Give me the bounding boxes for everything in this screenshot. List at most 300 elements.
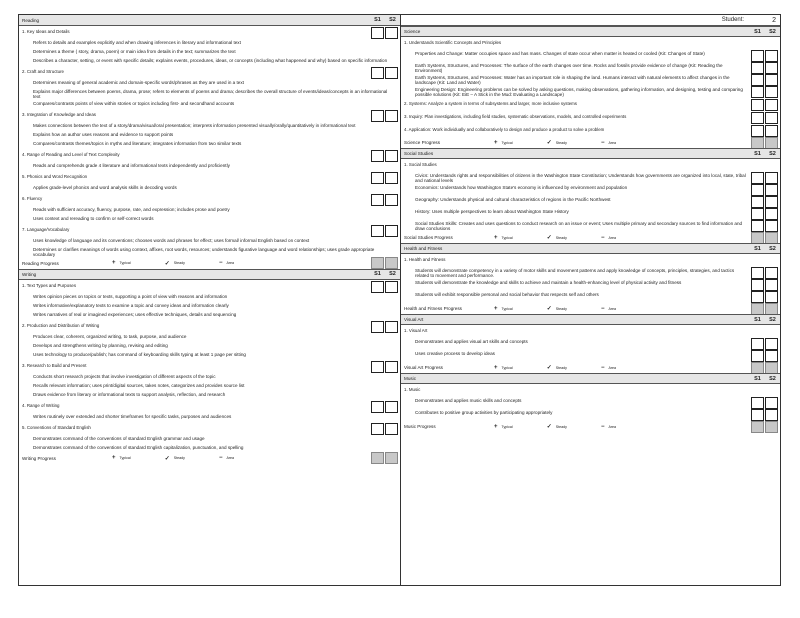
s1-column-header: S1 <box>374 17 381 23</box>
standard-item <box>19 311 400 320</box>
standard-group <box>401 384 780 397</box>
s2-grade-box[interactable] <box>765 125 778 137</box>
s1-grade-box[interactable] <box>751 62 764 74</box>
s1-grade-box[interactable] <box>371 452 384 464</box>
progress-symbol-minus: − <box>600 364 605 371</box>
grade-boxes <box>751 50 778 62</box>
grade-boxes <box>751 421 778 433</box>
grade-boxes <box>371 257 398 269</box>
progress-symbol-plus: + <box>494 364 498 371</box>
section-title: Health and Fitness <box>404 246 443 251</box>
progress-label: Writing Progress <box>22 455 56 461</box>
progress-symbol-check: ✓ <box>164 455 170 462</box>
s1-grade-box[interactable] <box>751 338 764 350</box>
progress-symbol-minus: − <box>600 423 605 430</box>
s1-grade-box[interactable] <box>751 220 764 232</box>
standard-item <box>401 338 780 350</box>
standard-item <box>401 86 780 98</box>
progress-key-minus <box>601 306 616 312</box>
s1-grade-box[interactable] <box>751 397 764 409</box>
progress-key-minus <box>601 235 616 241</box>
s1-grade-box[interactable] <box>751 99 764 111</box>
progress-symbol-plus: + <box>494 139 498 146</box>
standard-item <box>19 48 400 57</box>
progress-key-label: Area <box>608 235 617 240</box>
standard-group-title: 1. Understands Scientific Concepts and Principles <box>404 40 502 45</box>
standard-item-text: Civics: Understands rights and responsibilities of citizens in the Washington State Constitution; Understands how governments are organized into local, state, tribal and national levels <box>415 173 746 184</box>
standard-item <box>19 206 400 215</box>
grade-boxes <box>751 303 778 315</box>
s1-grade-box[interactable] <box>751 196 764 208</box>
s1-grade-box[interactable] <box>751 291 764 303</box>
s1-grade-box[interactable] <box>371 281 384 293</box>
standard-group-title: 4. Application: Work individually and collaboratively to design and produce a product to solve a problem <box>404 127 605 132</box>
s1-grade-box[interactable] <box>751 125 764 137</box>
standard-item-text: Geography: Understands physical and cultural characteristics of regions in the Pacific Northwest <box>415 197 611 202</box>
s2-grade-box[interactable] <box>385 452 398 464</box>
standard-item-text: Conducts short research projects that involve investigation of different aspects of the topic <box>33 373 216 379</box>
s1-grade-box[interactable] <box>371 150 384 162</box>
grade-boxes <box>371 281 398 293</box>
progress-key-label: Steady <box>555 424 567 429</box>
standard-item-text: Produces clear, coherent, organized writing, to task, purpose, and audience <box>33 333 187 339</box>
standard-item-text: Economics: Understands how Washington State's economy is influenced by environment and population <box>415 185 628 190</box>
grade-boxes <box>751 172 778 184</box>
progress-key-check <box>165 455 185 462</box>
standard-item <box>19 100 400 109</box>
standard-group <box>19 171 400 184</box>
progress-key-label: Area <box>226 456 235 461</box>
s2-grade-box[interactable] <box>385 110 398 122</box>
s2-grade-box[interactable] <box>765 350 778 362</box>
standard-group-title: 1. Key Ideas and Details <box>22 29 70 34</box>
standard-item-text: Draws evidence from literary or informational texts to support analysis, reflection, and research <box>33 391 226 397</box>
standard-item-text: Determines or clarifies meanings of words using context, affixes, root words, resources; understands figurative language and word relationships; uses grade appropriate vocabulary <box>33 246 375 258</box>
section-title: Music <box>404 376 416 381</box>
standard-group-title: 3. Research to Build and Present <box>22 362 87 368</box>
student-header <box>401 15 780 26</box>
standard-item-text: Explains major differences between poems, drama, prose; refers to elements of poems and drama; describes the overall structure of events/ideas/concepts in an informational text <box>33 89 388 100</box>
progress-key-label: Typical <box>501 306 513 311</box>
s1-grade-box[interactable] <box>371 225 384 237</box>
s2-column-header: S2 <box>389 17 396 23</box>
s1-grade-box[interactable] <box>371 172 384 184</box>
s2-grade-box[interactable] <box>765 397 778 409</box>
progress-key-label: Typical <box>501 140 513 145</box>
standard-item <box>19 39 400 48</box>
grade-boxes <box>751 291 778 303</box>
s2-grade-box[interactable] <box>765 409 778 421</box>
standard-item-text: Recalls relevant information; uses print/digital sources, takes notes, categorizes and provides source list <box>33 382 245 388</box>
standard-item <box>401 62 780 74</box>
standard-group <box>19 149 400 162</box>
section-header <box>401 243 780 254</box>
progress-key-label: Area <box>226 261 235 266</box>
s2-grade-box[interactable] <box>765 232 778 244</box>
s1-grade-box[interactable] <box>371 321 384 333</box>
standard-item <box>401 267 780 279</box>
grade-boxes <box>751 125 778 137</box>
progress-label: Health and Fitness Progress <box>404 306 462 311</box>
s2-grade-box[interactable] <box>765 196 778 208</box>
s2-grade-box[interactable] <box>385 225 398 237</box>
standard-item <box>19 140 400 149</box>
standard-group-title: 2. Production and Distribution of Writing <box>22 322 100 328</box>
standard-item <box>19 122 400 131</box>
standard-item-text: Uses context and rereading to confirm or self-correct words <box>33 215 154 221</box>
s2-grade-box[interactable] <box>765 50 778 62</box>
standard-item <box>19 435 400 444</box>
standard-item-text: Uses technology to produce/publish; has command of keyboarding skills typing at least 1 page per sitting <box>33 351 246 357</box>
progress-key-minus <box>601 424 616 430</box>
standard-item <box>19 333 400 342</box>
s2-grade-box[interactable] <box>385 281 398 293</box>
standard-item <box>19 351 400 360</box>
s2-grade-box[interactable] <box>765 267 778 279</box>
progress-key-check <box>547 139 567 146</box>
progress-key-label: Typical <box>501 365 513 370</box>
standard-group-title: 7. Language/Vocabulary <box>22 226 70 232</box>
standard-group <box>19 224 400 237</box>
standard-item <box>19 184 400 193</box>
grade-boxes <box>371 401 398 413</box>
s2-grade-box[interactable] <box>385 401 398 413</box>
s2-grade-box[interactable] <box>385 172 398 184</box>
s1-grade-box[interactable] <box>751 303 764 315</box>
visual-art-section <box>401 314 780 373</box>
standard-item-text: Determines a theme ( story, drama, poem) or main idea from details in the text; summarizes the text <box>33 49 236 54</box>
standard-item-text: Writes opinion pieces on topics or texts, supporting a point of view with reasons and information <box>33 293 228 299</box>
s2-grade-box[interactable] <box>385 150 398 162</box>
s1-column-header: S1 <box>754 245 761 252</box>
standard-item <box>19 302 400 311</box>
left-column <box>19 15 401 585</box>
standard-item <box>19 382 400 391</box>
standard-item <box>19 293 400 302</box>
progress-key-check <box>547 305 567 312</box>
s2-column-header: S2 <box>769 316 776 323</box>
progress-row <box>401 137 780 148</box>
s1-grade-box[interactable] <box>751 267 764 279</box>
progress-row <box>401 421 780 432</box>
standard-item-text: Develops and strengthens writing by planning, revising and editing <box>33 342 168 348</box>
standard-group-title: 5. Phonics and Word Recognition <box>22 173 88 179</box>
standard-group-title: 1. Health and Fitness <box>404 257 446 262</box>
s1-grade-box[interactable] <box>751 350 764 362</box>
s2-grade-box[interactable] <box>765 172 778 184</box>
progress-symbol-plus: + <box>112 260 116 267</box>
section-title: Writing <box>22 271 37 277</box>
music-section <box>401 373 780 432</box>
s1-grade-box[interactable] <box>751 74 764 86</box>
progress-label: Social Studies Progress <box>404 235 453 240</box>
standard-item <box>401 397 780 409</box>
standard-item <box>401 74 780 86</box>
progress-symbol-check: ✓ <box>546 235 552 241</box>
standard-item-text: Writes routinely over extended and shorter timeframes for specific tasks, purposes and audiences <box>33 413 232 419</box>
progress-key-plus <box>494 424 513 430</box>
s1-column-header: S1 <box>754 316 761 323</box>
progress-key-check <box>547 234 567 241</box>
s1-grade-box[interactable] <box>371 257 384 269</box>
standard-item <box>19 391 400 400</box>
standard-item-text: Explains how an author uses reasons and evidence to support points <box>33 131 174 137</box>
standard-item <box>19 79 400 88</box>
grade-boxes <box>751 267 778 279</box>
grade-boxes <box>371 110 398 122</box>
standard-item-text: Uses knowledge of language and its conventions; chooses words and phrases for effect; uses formal/ informal English based on context <box>33 237 310 243</box>
s1-grade-box[interactable] <box>371 423 384 435</box>
standard-item-text: Demonstrates command of the conventions of standard English capitalization, punctuation, and spelling <box>33 444 244 450</box>
progress-symbol-plus: + <box>112 455 116 462</box>
s2-grade-box[interactable] <box>385 67 398 79</box>
student-label: Student: <box>721 17 745 23</box>
progress-label: Music Progress <box>404 424 436 429</box>
standard-group-title: 3. Integration of Knowledge and Ideas <box>22 111 96 117</box>
s2-grade-box[interactable] <box>765 62 778 74</box>
grade-boxes <box>751 338 778 350</box>
s2-grade-box[interactable] <box>765 291 778 303</box>
grade-boxes <box>751 74 778 86</box>
section-title: Social Studies <box>404 151 434 156</box>
progress-row <box>401 362 780 373</box>
grade-boxes <box>751 62 778 74</box>
right-column <box>401 15 780 585</box>
standard-item-text: Compares/contrasts themes/topics in myths and literature; integrates information from two similar texts <box>33 140 242 146</box>
standard-group-title: 1. Text Types and Purposes <box>22 282 77 288</box>
standard-item <box>401 409 780 421</box>
s1-grade-box[interactable] <box>751 208 764 220</box>
s1-column-header: S1 <box>374 271 381 278</box>
standard-item-text: Earth Systems, Structures, and Processes: Water has an important role in shaping the land. Humans interact with natural elements to affect changes in the landscape (Kit: Land and Water) <box>415 75 730 86</box>
progress-key-minus <box>219 260 234 266</box>
progress-key-minus <box>601 365 616 371</box>
s2-grade-box[interactable] <box>385 194 398 206</box>
standard-group <box>19 400 400 413</box>
standard-group-title: 1. Visual Art <box>404 328 428 333</box>
standard-item-text: Properties and Change: Matter occupies space and has mass. Changes of state occur when matter is heated or cooled (Kit: Changes of State) <box>415 51 705 56</box>
s2-column-header: S2 <box>769 28 776 35</box>
standard-item-text: Demonstrates and applies visual art skills and concepts <box>415 339 528 344</box>
standard-item-text: Students will exhibit responsible personal and social behavior that respects self and others <box>415 292 599 297</box>
s1-grade-box[interactable] <box>751 50 764 62</box>
progress-key-label: Steady <box>173 456 185 461</box>
standard-group <box>401 159 780 172</box>
s2-grade-box[interactable] <box>765 362 778 374</box>
standard-group-title: 2. Systems: Analyze a system in terms of subsystems and larger, more inclusive systems <box>404 101 578 106</box>
standard-item <box>19 373 400 382</box>
progress-key-check <box>547 423 567 430</box>
standard-item-text: Writes informative/explanatory texts to examine a topic and convey ideas and information clearly <box>33 302 229 308</box>
s2-grade-box[interactable] <box>765 86 778 98</box>
s2-grade-box[interactable] <box>765 74 778 86</box>
standard-group <box>19 26 400 39</box>
standard-item <box>19 246 400 258</box>
progress-row <box>401 232 780 243</box>
standard-item <box>401 350 780 362</box>
s1-grade-box[interactable] <box>371 361 384 373</box>
s1-grade-box[interactable] <box>751 421 764 433</box>
standard-group <box>401 254 780 267</box>
section-header <box>19 15 400 26</box>
s1-grade-box[interactable] <box>371 194 384 206</box>
s2-grade-box[interactable] <box>765 184 778 196</box>
s1-grade-box[interactable] <box>371 401 384 413</box>
s1-grade-box[interactable] <box>751 137 764 149</box>
standard-item <box>401 184 780 196</box>
grade-boxes <box>751 362 778 374</box>
grade-boxes <box>371 67 398 79</box>
progress-symbol-check: ✓ <box>164 260 170 267</box>
progress-key-label: Steady <box>555 365 567 370</box>
s2-grade-box[interactable] <box>765 279 778 291</box>
standard-item-text: Describes a character, setting, or event with specific details; explains events, procedures, ideas, or concepts (including what happened and why) based on specific information <box>33 58 388 63</box>
grade-boxes <box>371 194 398 206</box>
s1-column-header: S1 <box>754 150 761 157</box>
standard-group <box>19 109 400 122</box>
s2-grade-box[interactable] <box>385 27 398 39</box>
standard-item <box>19 444 400 453</box>
s2-grade-box[interactable] <box>765 112 778 124</box>
standard-item-text: Writes narratives of real or imagined experiences; uses effective techniques, details and sequencing <box>33 311 237 317</box>
standard-group-title: 5. Conventions of Standard English <box>22 424 91 430</box>
progress-key-label: Typical <box>501 235 513 240</box>
progress-key-plus <box>112 260 131 266</box>
s2-grade-box[interactable] <box>765 208 778 220</box>
progress-key-plus <box>494 306 513 312</box>
progress-key-label: Area <box>608 140 617 145</box>
standard-group <box>401 325 780 338</box>
grade-boxes <box>751 279 778 291</box>
progress-label: Reading Progress <box>22 260 59 266</box>
standard-group <box>19 280 400 293</box>
progress-symbol-check: ✓ <box>546 140 552 146</box>
progress-symbol-check: ✓ <box>546 424 552 430</box>
standard-group-title: 1. Music <box>404 387 421 392</box>
progress-symbol-plus: + <box>494 234 498 241</box>
progress-row <box>19 453 400 464</box>
standard-item <box>19 57 400 66</box>
s1-grade-box[interactable] <box>751 279 764 291</box>
s1-grade-box[interactable] <box>751 184 764 196</box>
writing-section <box>19 269 400 464</box>
progress-key-label: Area <box>608 306 617 311</box>
s2-grade-box[interactable] <box>765 303 778 315</box>
s1-grade-box[interactable] <box>751 112 764 124</box>
standard-item-text: Social Studies Skills: Creates and uses questions to conduct research on an issue or event; Uses multiple primary and secondary sources to find information and draw conclusions <box>415 221 743 232</box>
s2-grade-box[interactable] <box>765 338 778 350</box>
grade-boxes <box>751 208 778 220</box>
standard-group <box>19 422 400 435</box>
grade-boxes <box>371 27 398 39</box>
progress-key-label: Typical <box>119 456 131 461</box>
standard-item <box>19 131 400 140</box>
s2-column-header: S2 <box>769 245 776 252</box>
s2-grade-box[interactable] <box>385 423 398 435</box>
standard-group-title: 1. Social Studies <box>404 162 437 167</box>
s2-grade-box[interactable] <box>765 220 778 232</box>
s2-grade-box[interactable] <box>385 361 398 373</box>
grade-boxes <box>751 184 778 196</box>
standard-item <box>401 279 780 291</box>
progress-symbol-minus: − <box>600 139 605 146</box>
standard-item-text: Refers to details and examples explicitly and when drawing inferences in literary and informational text <box>33 40 241 45</box>
progress-key-label: Steady <box>555 235 567 240</box>
s1-grade-box[interactable] <box>751 409 764 421</box>
progress-symbol-minus: − <box>600 305 605 312</box>
standard-group-title: 3. Inquiry: Plan investigations, including field studies, systematic observations, models, and controlled experiments <box>404 114 627 119</box>
progress-key-label: Steady <box>555 306 567 311</box>
grade-boxes <box>371 321 398 333</box>
section-header <box>401 26 780 37</box>
section-title: Visual Art <box>404 317 424 322</box>
s1-column-header: S1 <box>754 28 761 35</box>
science-section <box>401 26 780 148</box>
standard-item-text: Makes connections between the text of a story/drama/visual/oral presentation; interprets information presented visually/orally/quantitatively in informational text <box>33 122 356 128</box>
standard-item <box>401 172 780 184</box>
grade-boxes <box>371 423 398 435</box>
standard-item-text: Engineering Design: Engineering problems can be solved by asking questions, making observations, gathering information, and designing, testing and comparing possible solutions (Kit: EiE – A Stick in the Mud: Evaluating a Landscape) <box>415 87 743 98</box>
grade-boxes <box>751 112 778 124</box>
progress-key-label: Area <box>608 365 617 370</box>
progress-row <box>401 303 780 314</box>
progress-key-label: Typical <box>501 424 513 429</box>
standard-item-text: Contributes to positive group activities by participating appropriately <box>415 410 553 415</box>
grade-boxes <box>751 397 778 409</box>
s2-grade-box[interactable] <box>765 137 778 149</box>
s2-grade-box[interactable] <box>765 421 778 433</box>
s2-column-header: S2 <box>769 150 776 157</box>
progress-symbol-minus: − <box>218 455 223 462</box>
s2-column-header: S2 <box>389 271 396 278</box>
grade-boxes <box>751 350 778 362</box>
progress-symbol-minus: − <box>600 234 605 241</box>
grade-boxes <box>751 220 778 232</box>
standard-item <box>19 413 400 422</box>
s1-grade-box[interactable] <box>751 232 764 244</box>
s1-grade-box[interactable] <box>371 110 384 122</box>
standard-group <box>401 124 780 137</box>
grade-boxes <box>751 86 778 98</box>
s1-grade-box[interactable] <box>751 86 764 98</box>
progress-key-minus <box>601 140 616 146</box>
grade-boxes <box>751 196 778 208</box>
standard-group <box>19 193 400 206</box>
s2-grade-box[interactable] <box>765 99 778 111</box>
progress-key-check <box>165 260 185 267</box>
progress-key-label: Area <box>608 424 617 429</box>
standard-item <box>19 88 400 100</box>
s2-grade-box[interactable] <box>385 321 398 333</box>
s1-column-header: S1 <box>754 375 761 382</box>
s1-grade-box[interactable] <box>371 27 384 39</box>
progress-key-label: Steady <box>555 140 567 145</box>
standard-item <box>401 208 780 220</box>
s1-grade-box[interactable] <box>751 172 764 184</box>
standard-group <box>19 66 400 79</box>
grade-boxes <box>371 172 398 184</box>
s1-grade-box[interactable] <box>751 362 764 374</box>
progress-symbol-check: ✓ <box>546 365 552 371</box>
s1-grade-box[interactable] <box>371 67 384 79</box>
progress-symbol-check: ✓ <box>546 306 552 312</box>
grade-boxes <box>371 452 398 464</box>
section-title: Science <box>404 29 421 34</box>
standard-group-title: 4. Range of Reading and Level of Text Complexity <box>22 151 120 157</box>
standard-item <box>401 220 780 232</box>
s2-grade-box[interactable] <box>385 257 398 269</box>
section-header <box>401 314 780 325</box>
